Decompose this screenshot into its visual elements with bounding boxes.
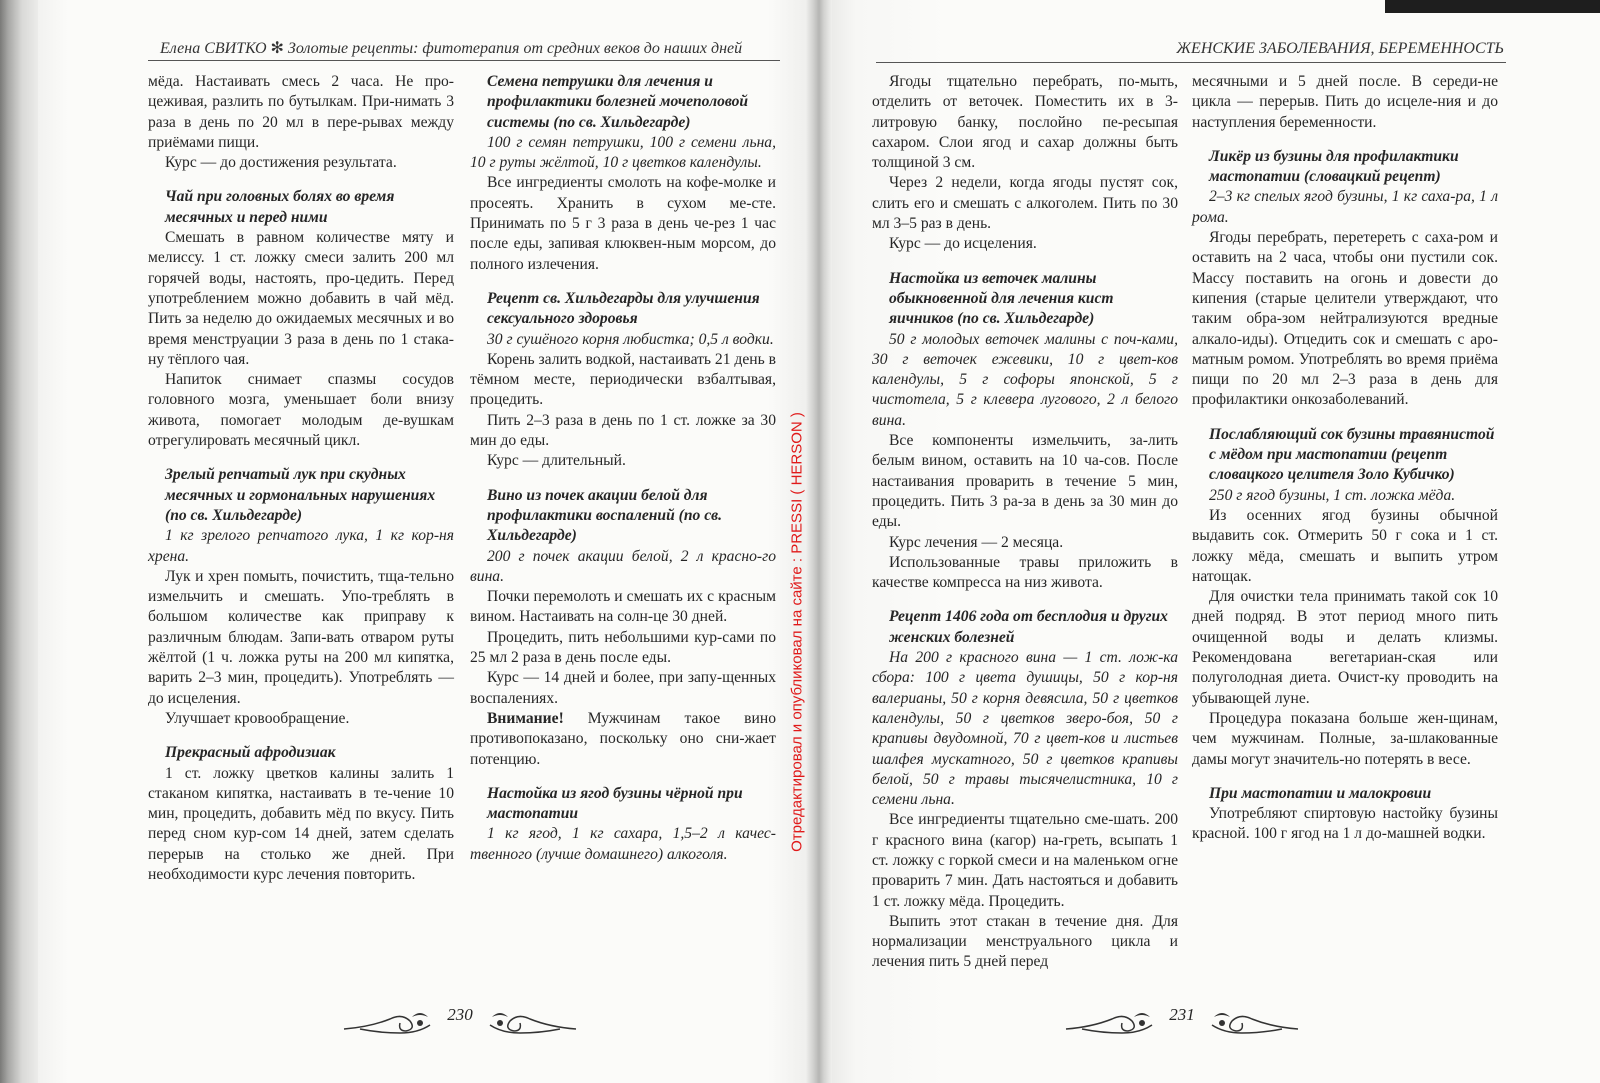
right-page-column-2	[1192, 72, 1498, 845]
body-paragraph: Курс лечения — 2 месяца.	[889, 533, 1064, 551]
ingredients-text: 1 кг ягод, 1 кг сахара, 1,5–2 л качес-твенного (лучше домашнего) алкоголя.	[470, 825, 776, 863]
body-paragraph: Употребляют спиртовую настойку бузины красной. 100 г ягод на 1 л до-машней водки.	[1192, 805, 1498, 843]
recipe-heading: Рецепт св. Хильдегарды для улучшения сексуального здоровья	[487, 289, 760, 328]
body-paragraph: Процедить, пить небольшими кур-сами по 25 мл 2 раза в день после еды.	[470, 628, 776, 667]
body-paragraph: месячными и 5 дней после. В середи-не цикла — перерыв. Пить до исцеле-ния и до наступления беременности.	[1192, 73, 1498, 131]
body-paragraph: мёда. Настаивать смесь 2 часа. Не про-цеживая, разлить по бутылкам. При-нимать 3 раза в день по 20 мл в пере-рывах между приёмами пищи.	[148, 73, 454, 151]
recipe-heading: Настойка из ягод бузины чёрной при мастопатии	[487, 784, 743, 823]
recipe-heading: Прекрасный афродизиак	[165, 744, 336, 762]
body-paragraph: Процедура показана больше жен-щинам, чем мужчинам. Полные, за-шлакованные дамы могут значитель-но потерять в весе.	[1192, 709, 1498, 768]
left-page-column-1	[148, 72, 454, 885]
running-head-title: ЖЕНСКИЕ ЗАБОЛЕВАНИЯ, БЕРЕМЕННОСТЬ	[1176, 40, 1504, 57]
warning-paragraph	[470, 709, 776, 770]
body-paragraph: Курс — длительный.	[487, 452, 626, 470]
body-paragraph: 1 ст. ложку цветков калины залить 1 стаканом кипятка, настаивать в те-чение 10 мин, процедить, добавить мёд по вкусу. Пить перед сном кур-сом 14 дней, затем сделать перерыв на столько же дней. При необходимости курс лечения повторить.	[148, 764, 454, 883]
body-paragraph: Ягоды тщательно перебрать, по-мыть, отделить от веточек. Поместить их в 3-литровую банку, послойно пе-ресыпая сахаром. Слои ягод и сахар должны быть толщиной 3 см.	[872, 73, 1178, 172]
right-header-rule	[876, 62, 1506, 63]
ingredients-text: На 200 г красного вина — 1 ст. лож-ка сбора: 100 г цвета душицы, 50 г кор-ня валерианы, 50 г корня девясила, 50 г цветков календулы, 50 г цветков зверо-боя, 50 г крапивы двудомной, 70 г цвет-ков и листьев шалфея мускатного, 50 г цветков крапивы белой, 50 г травы тысячелистника, 10 г семени льна.	[872, 649, 1178, 809]
right-running-head	[1176, 40, 1504, 58]
body-paragraph: Все ингредиенты тщательно сме-шать. 200 г красного вина (кагор) на-греть, всыпать 1 ст. ложку с горкой смеси и на маленьком огне проварить 7 мин. Дать настояться и добавить 1 ст. ложку мёда. Процедить.	[872, 811, 1178, 910]
recipe-heading: Послабляющий сок бузины травянистой с мёдом при мастопатии (рецепт словацкого целителя Золо Кубичко)	[1209, 425, 1495, 484]
body-paragraph: Пить 2–3 раза в день по 1 ст. ложке за 30 мин до еды.	[470, 411, 776, 450]
recipe-heading: Вино из почек акации белой для профилактики воспалений (по св. Хильдегарде)	[487, 486, 722, 545]
recipe-heading: Чай при головных болях во время месячных и перед ними	[165, 188, 395, 226]
recipe-heading: При мастопатии и малокровии	[1209, 784, 1432, 802]
recipe-heading: Рецепт 1406 года от бесплодия и других женских болезней	[889, 608, 1168, 646]
body-paragraph: Использованные травы приложить в качестве компресса на низ живота.	[872, 553, 1178, 592]
body-paragraph: Лук и хрен помыть, почистить, тща-тельно измельчить и смешать. Упо-треблять в большом количестве как приправу к различным блюдам. Запи-вать отваром руты жёлтой (1 ч. ложка руты на 200 мл кипятка, варить 2–3 мин, процедить). Употреблять — до исцеления.	[148, 567, 454, 707]
ingredients-text: 100 г семян петрушки, 100 г семени льна, 10 г руты жёлтой, 10 г цветков календулы.	[470, 133, 776, 172]
recipe-heading: Ликёр из бузины для профилактики мастопатии (словацкий рецепт)	[1209, 147, 1459, 186]
ingredients-text: 1 кг зрелого репчатого лука, 1 кг кор-ня хрена.	[148, 527, 454, 565]
running-head-separator: ✻	[270, 40, 284, 57]
body-paragraph: Почки перемолоть и смешать их с красным вином. Настаивать на солн-це 30 дней.	[470, 588, 776, 626]
warning-label: Внимание!	[487, 709, 564, 727]
book-gutter	[806, 0, 832, 1083]
right-page-column-1	[872, 72, 1178, 973]
body-paragraph: Курс — до достижения результата.	[165, 154, 397, 172]
left-header-rule	[148, 60, 780, 61]
left-page-footer	[340, 1003, 580, 1043]
body-paragraph: Выпить этот стакан в течение дня. Для нормализации менструального цикла и лечения пить 5 дней перед	[872, 912, 1178, 971]
recipe-heading: Зрелый репчатый лук при скудных месячных и гормональных нарушениях (по св. Хильдегарде)	[165, 466, 436, 524]
page-number: 231	[1169, 1005, 1195, 1024]
body-paragraph: Все компоненты измельчить, за-лить белым вином, оставить на 10 ча-сов. После настаивания проварить в течение 5 мин, процедить. Пить 3 ра-за в день за 30 мин до еды.	[872, 432, 1178, 531]
left-page-column-2	[470, 72, 776, 865]
running-head-title: Золотые рецепты: фитотерапия от средних веков до наших дней	[287, 40, 743, 57]
warning-text: Мужчинам такое вино противопоказано, поскольку оно сни-жает потенцию.	[470, 709, 776, 768]
scan-edge-bar	[1385, 0, 1600, 13]
ingredients-text: 200 г почек акации белой, 2 л красно-го вина.	[470, 547, 776, 585]
body-paragraph: Курс — до исцеления.	[889, 235, 1037, 253]
page-number: 230	[447, 1005, 473, 1024]
body-paragraph: Через 2 недели, когда ягоды пустят сок, слить его и смешать с алкоголем. Пить по 30 мл 3–5 раз в день.	[872, 174, 1178, 233]
ingredients-text: 30 г сушёного корня любистка; 0,5 л водки.	[487, 330, 774, 348]
body-paragraph: Из осенних ягод бузины обычной выдавить сок. Отмерить 50 г сока и 1 ст. ложку мёда, смешать и выпить утром натощак.	[1192, 506, 1498, 585]
body-paragraph: Улучшает кровообращение.	[165, 709, 350, 727]
book-edge-shadow	[0, 0, 40, 1083]
recipe-heading: Семена петрушки для лечения и профилактики болезней мочеполовой системы (по св. Хильдегарде)	[487, 73, 749, 131]
body-paragraph: Корень залить водкой, настаивать 21 день в тёмном месте, периодически взбалтывая, процедить.	[470, 350, 776, 409]
ingredients-text: 50 г молодых веточек малины с поч-ками, 30 г веточек ежевики, 10 г цвет-ков календулы, 5 г софоры японской, 5 г чистотела, 5 г клевера лугового, 2 л белого вина.	[872, 330, 1178, 429]
body-paragraph: Курс — 14 дней и более, при запу-щенных воспалениях.	[470, 669, 776, 707]
body-paragraph: Все ингредиенты смолоть на кофе-молке и просеять. Хранить в сухом ме-сте. Принимать по 5 г 3 раза в день че-рез 1 час после еды, запивая клюквен-ным морсом, до полного излечения.	[470, 174, 776, 273]
body-paragraph: Смешать в равном количестве мяту и мелиссу. 1 ст. ложку смеси залить 200 мл горячей воды, настоять, про-цедить. Перед употреблением можно добавить в чай мёд. Пить за неделю до ожидаемых месячных и во время менструации 3 раза в день по 1 стака-ну тёплого чая.	[148, 229, 454, 368]
recipe-heading: Настойка из веточек малины обыкновенной для лечения кист яичников (по св. Хильдегарде)	[889, 269, 1114, 328]
left-running-head	[160, 38, 742, 58]
running-head-author: Елена СВИТКО	[160, 40, 267, 57]
body-paragraph: Ягоды перебрать, перетереть с саха-ром и оставить на 2 часа, чтобы они пустили сок. Массу поставить на огонь и довести до кипения (старые целители утверждают, что таким обра-зом нейтрализуются вредные алкало-иды). Отцедить сок и смешать с аро-матным ромом. Употреблять во время приёма пищи по 20 мл 2–3 раза в день для профилактики онкозаболеваний.	[1192, 229, 1498, 409]
publisher-watermark: Отредактировал и опубликовал на сайте : PRESSI ( HERSON )	[788, 412, 806, 852]
ingredients-text: 250 г ягод бузины, 1 ст. ложка мёда.	[1209, 486, 1456, 504]
body-paragraph: Напиток снимает спазмы сосудов головного мозга, уменьшает боли внизу живота, помогает молодым де-вушкам отрегулировать месячный цикл.	[148, 371, 454, 450]
right-page-footer	[1062, 1003, 1302, 1043]
body-paragraph: Для очистки тела принимать такой сок 10 дней подряд. В этот период много пить очищенной воды и делать клизмы. Рекомендована вегетариан-ская или полуголодная диета. Очист-ку проводить на убывающей луне.	[1192, 588, 1498, 707]
ingredients-text: 2–3 кг спелых ягод бузины, 1 кг саха-ра, 1 л рома.	[1192, 188, 1498, 226]
